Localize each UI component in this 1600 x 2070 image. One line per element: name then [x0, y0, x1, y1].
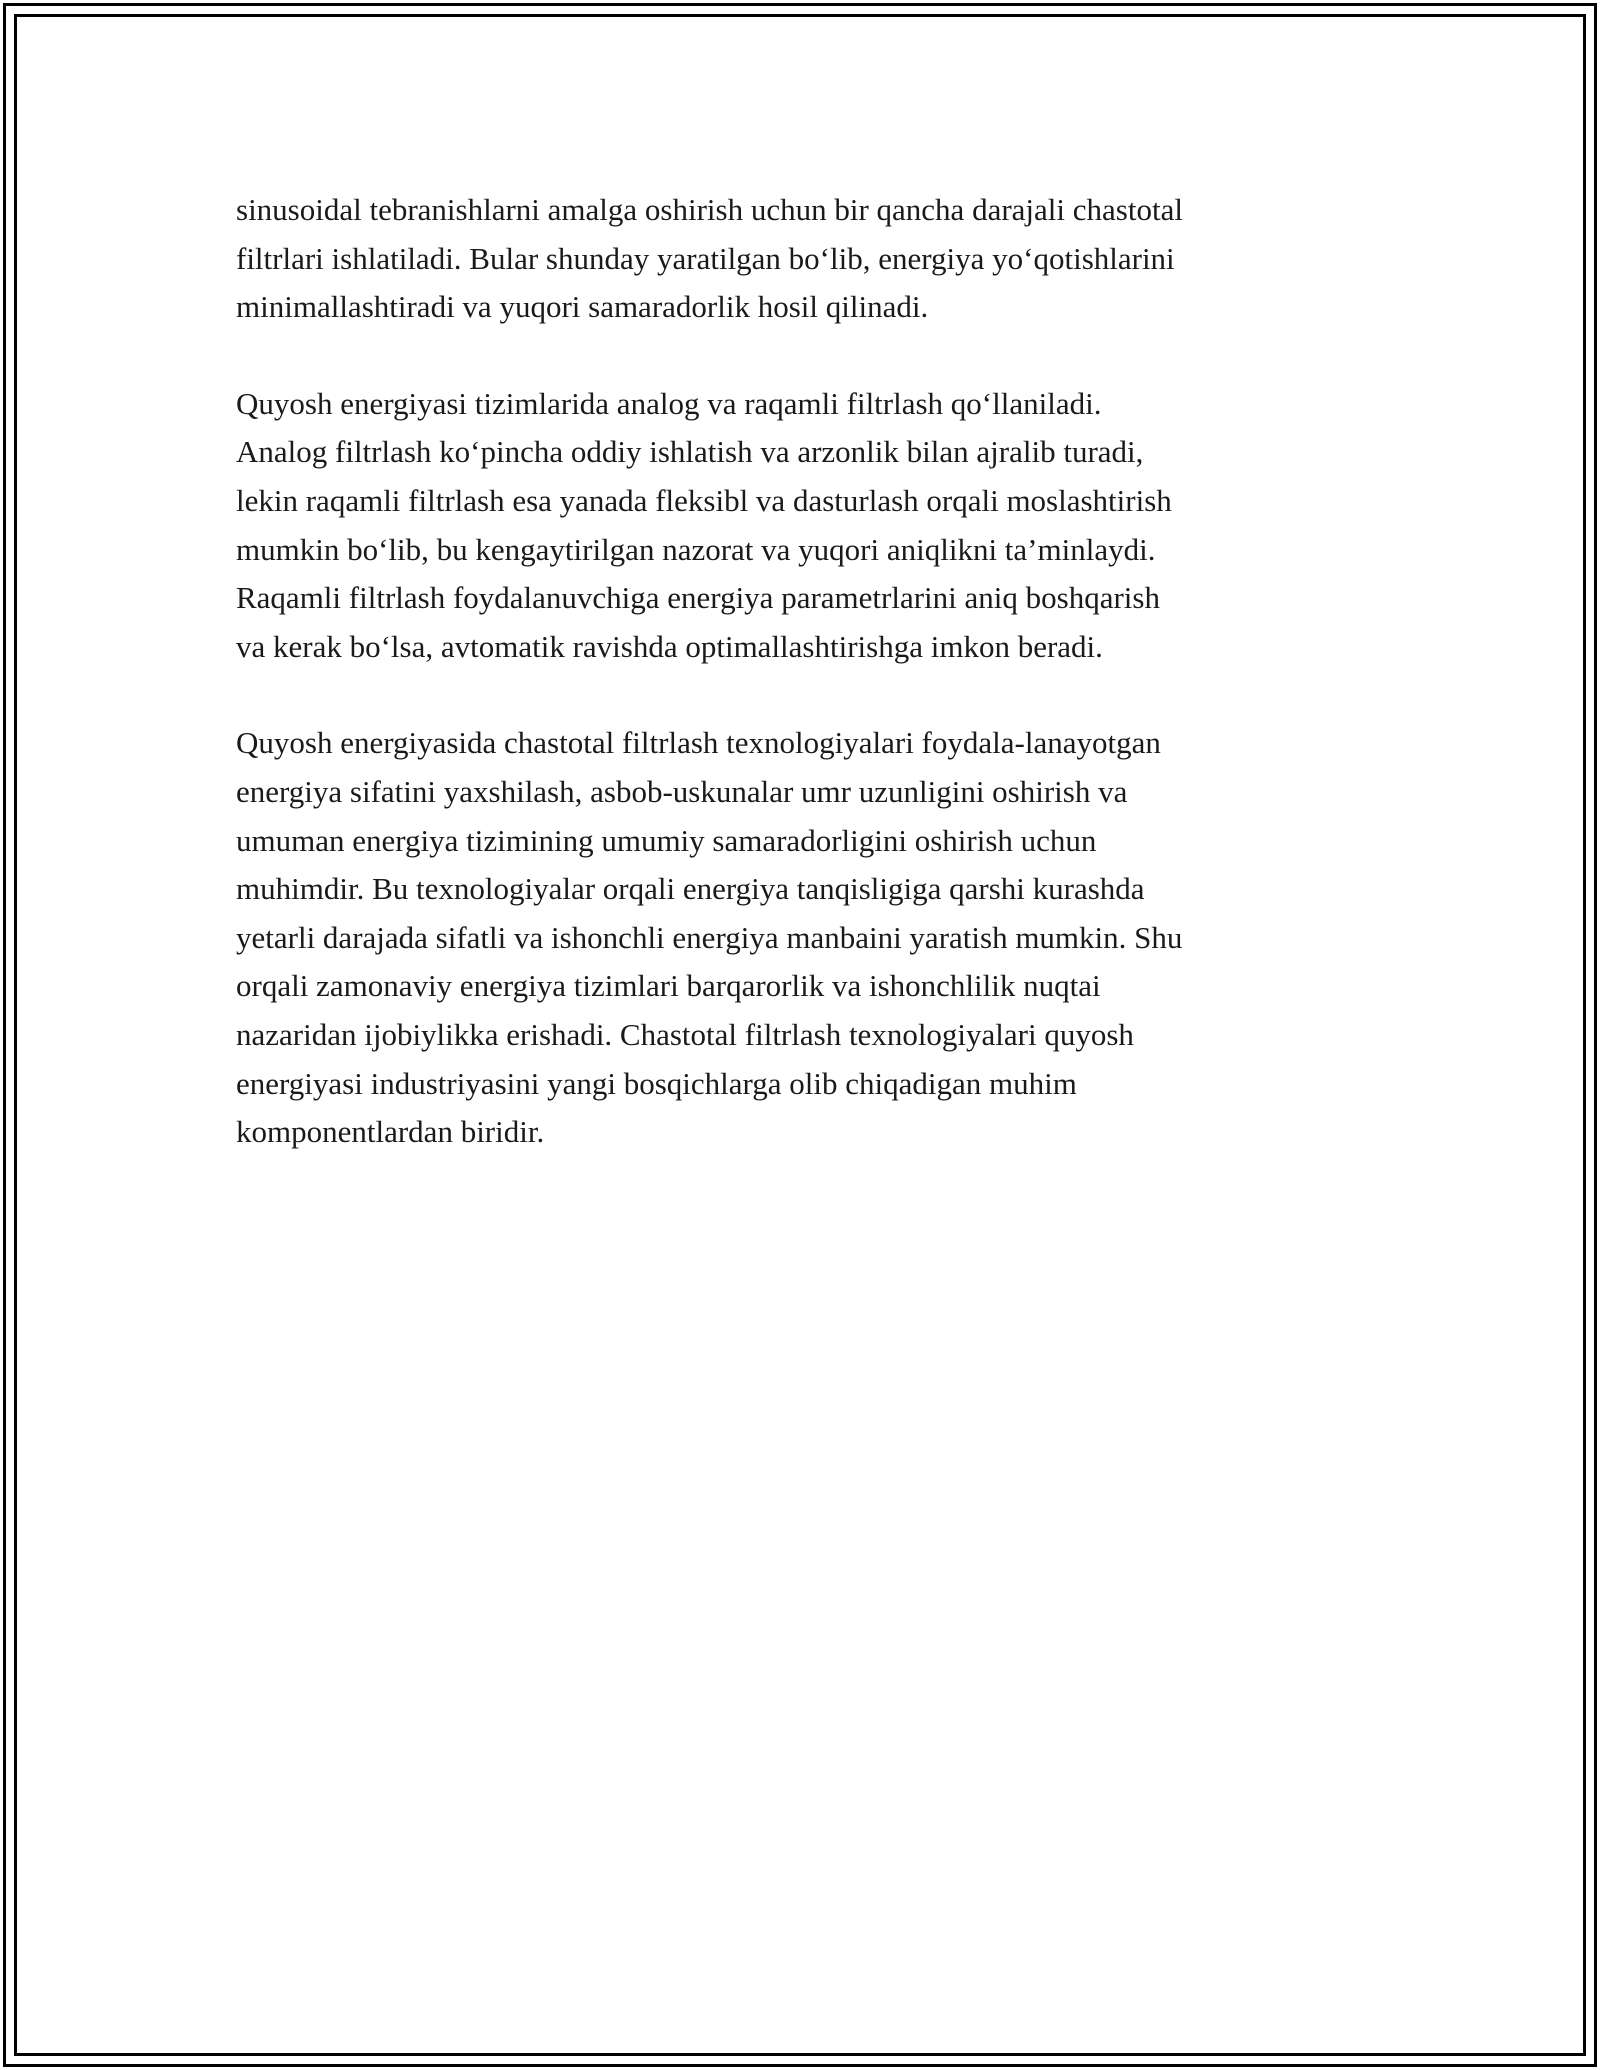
text-line: muhimdir. Bu texnologiyalar orqali energiya tanqisligiga qarshi kurashda [236, 871, 1145, 907]
paragraph-1 [236, 186, 1366, 332]
text-line: sinusoidal tebranishlarni amalga oshirish uchun bir qancha darajali chastotal [236, 192, 1183, 227]
text-line: yetarli darajada sifatli va ishonchli energiya manbaini yaratish mumkin. Shu [236, 919, 1183, 955]
text-line: Raqamli filtrlash foydalanuvchiga energiya parametrlarini aniq boshqarish [236, 580, 1160, 616]
text-line: energiyasi industriyasini yangi bosqichlarga olib chiqadigan muhim [236, 1065, 1077, 1101]
text-line: komponentlardan biridir. [236, 1114, 545, 1150]
text-line: umuman energiya tizimining umumiy samaradorligini oshirish uchun [236, 822, 1097, 858]
text-line: minimallashtiradi va yuqori samaradorlik hosil qilinadi. [236, 289, 929, 325]
text-line: Quyosh energiyasi tizimlarida analog va raqamli filtrlash qo‘llaniladi. [236, 385, 1102, 421]
text-line: energiya sifatini yaxshilash, asbob-uskunalar umr uzunligini oshirish va [236, 773, 1128, 809]
text-line: filtrlari ishlatiladi. Bular shunday yaratilgan bo‘lib, energiya yo‘qotishlarini [236, 240, 1175, 276]
text-line: lekin raqamli filtrlash esa yanada fleksibl va dasturlash orqali moslashtirish [236, 482, 1172, 518]
document-body [236, 186, 1366, 1205]
paragraph-2 [236, 380, 1366, 672]
text-line: Analog filtrlash ko‘pincha oddiy ishlatish va arzonlik bilan ajralib turadi, [236, 434, 1144, 470]
text-line: Quyosh energiyasida chastotal filtrlash texnologiyalari foydala-lanayotgan [236, 725, 1161, 761]
text-line: nazaridan ijobiylikka erishadi. Chastotal filtrlash texnologiyalari quyosh [236, 1016, 1134, 1052]
text-line: orqali zamonaviy energiya tizimlari barqarorlik va ishonchlilik nuqtai [236, 968, 1101, 1004]
paragraph-3 [236, 719, 1366, 1156]
text-line: mumkin bo‘lib, bu kengaytirilgan nazorat va yuqori aniqlikni ta’minlaydi. [236, 531, 1156, 567]
text-line: va kerak bo‘lsa, avtomatik ravishda optimallashtirishga imkon beradi. [236, 628, 1103, 664]
